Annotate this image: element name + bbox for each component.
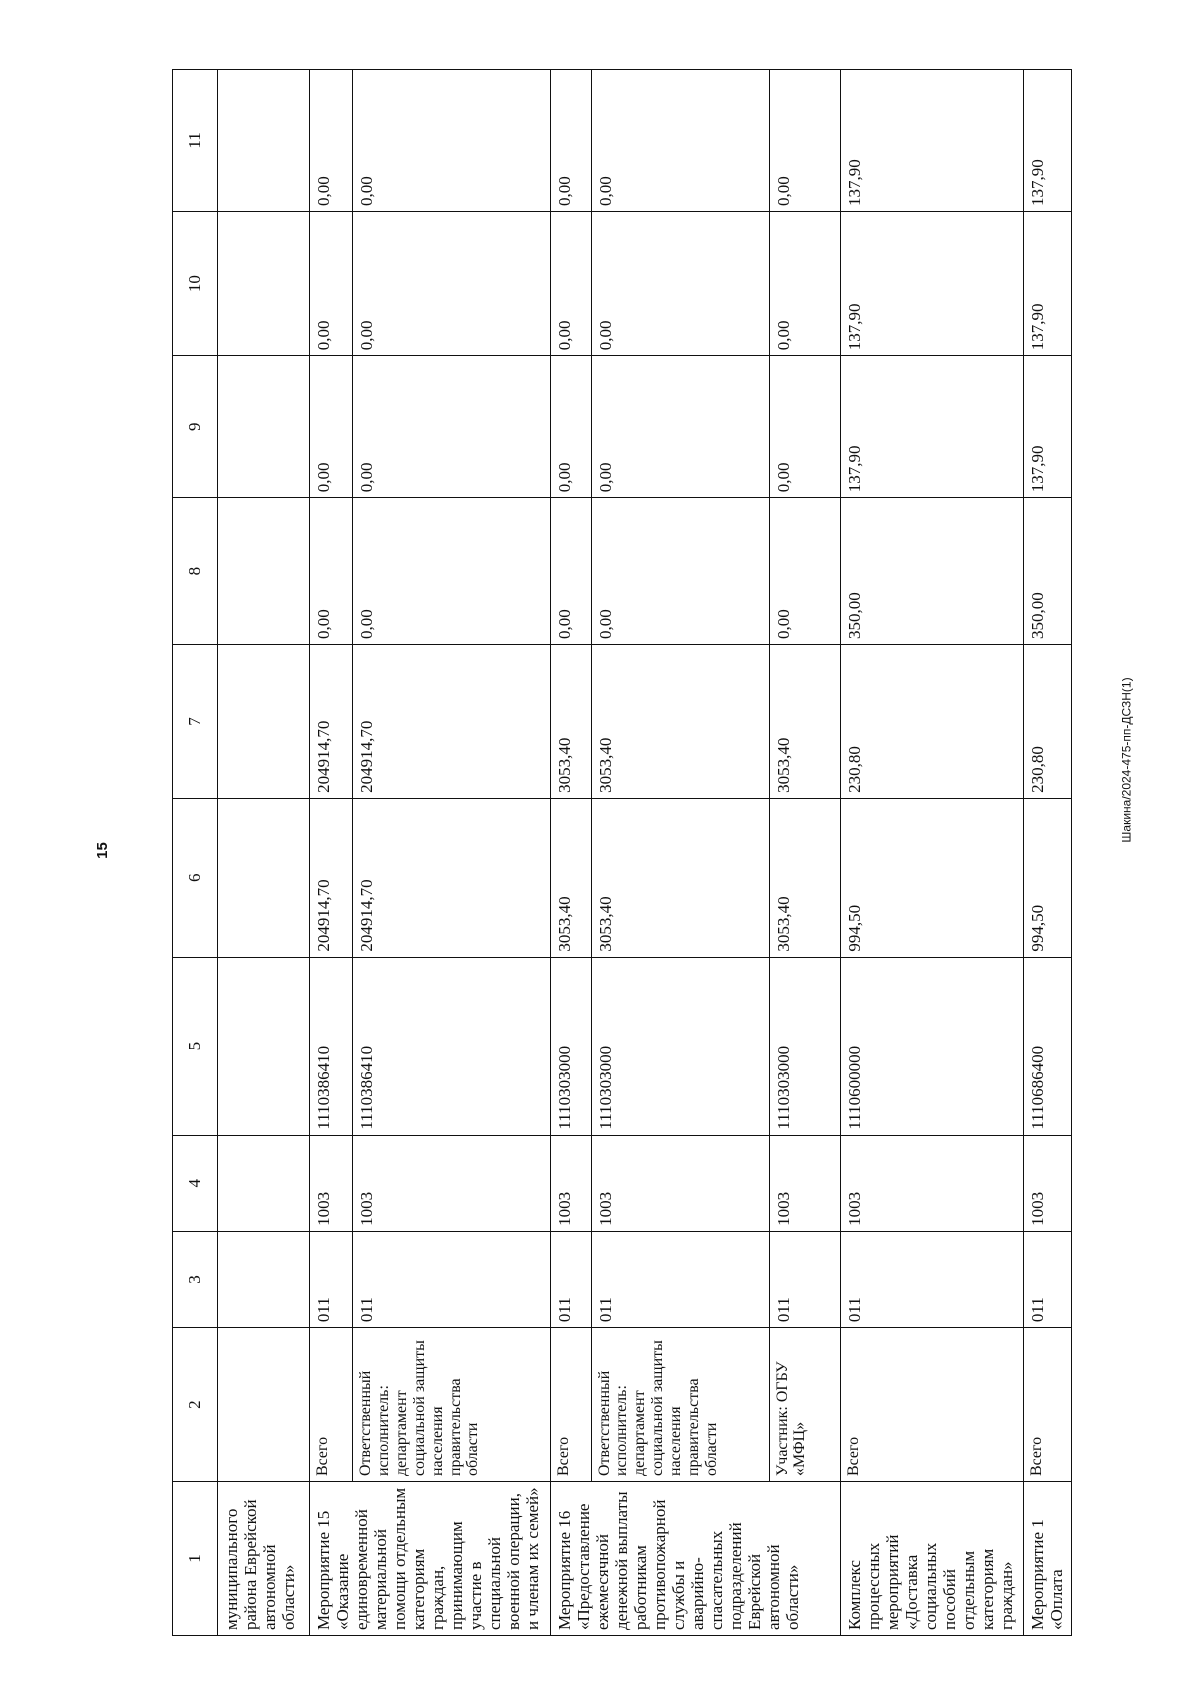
table-cell: 011 bbox=[840, 1231, 1023, 1327]
table-cell bbox=[218, 798, 310, 957]
header-cell: 3 bbox=[173, 1231, 218, 1327]
table-cell: 204914,70 bbox=[309, 798, 352, 957]
table-cell: 204914,70 bbox=[309, 644, 352, 798]
document-code bbox=[1112, 600, 1142, 920]
table-cell: 1110303000 bbox=[591, 957, 769, 1135]
table-cell: 0,00 bbox=[769, 356, 840, 498]
budget-table-container bbox=[172, 69, 1072, 1636]
header-cell: 6 bbox=[173, 798, 218, 957]
table-cell: 0,00 bbox=[550, 211, 591, 355]
table-cell: 0,00 bbox=[550, 70, 591, 212]
table-row bbox=[550, 70, 591, 1636]
table-cell: Всего bbox=[840, 1328, 1023, 1482]
table-cell: 1003 bbox=[1024, 1135, 1072, 1231]
header-cell: 7 bbox=[173, 644, 218, 798]
table-cell: 3053,40 bbox=[550, 798, 591, 957]
header-row bbox=[173, 70, 218, 1636]
table-cell: 1003 bbox=[309, 1135, 352, 1231]
table-row bbox=[353, 70, 551, 1636]
page-number bbox=[88, 825, 116, 875]
table-cell: 3053,40 bbox=[550, 644, 591, 798]
header-cell: 10 bbox=[173, 211, 218, 355]
table-cell: 1110600000 bbox=[840, 957, 1023, 1135]
table-cell: Мероприятие 16 «Предоставление ежемесячной денежной выплаты работникам противопожарной службы и аварийно-спасательных подразделений Еврейской автономной области» bbox=[550, 1482, 840, 1636]
table-cell: 011 bbox=[591, 1231, 769, 1327]
table-cell: Всего bbox=[550, 1328, 591, 1482]
table-cell: 0,00 bbox=[591, 498, 769, 645]
table-cell bbox=[218, 1328, 310, 1482]
page-number-text: 15 bbox=[93, 841, 111, 859]
table-cell: 011 bbox=[353, 1231, 551, 1327]
table-cell: 204914,70 bbox=[353, 798, 551, 957]
table-cell: Всего bbox=[309, 1328, 352, 1482]
table-cell: 0,00 bbox=[353, 498, 551, 645]
header-cell: 4 bbox=[173, 1135, 218, 1231]
table-cell: 0,00 bbox=[769, 70, 840, 212]
table-cell: 0,00 bbox=[550, 356, 591, 498]
table-cell: 0,00 bbox=[353, 70, 551, 212]
header-cell: 9 bbox=[173, 356, 218, 498]
table-cell: 0,00 bbox=[591, 70, 769, 212]
table-cell: Участник: ОГБУ «МФЦ» bbox=[769, 1328, 840, 1482]
table-cell: 0,00 bbox=[353, 356, 551, 498]
table-cell: 350,00 bbox=[840, 498, 1023, 645]
table-cell: 350,00 bbox=[1024, 498, 1072, 645]
table-cell: 1003 bbox=[591, 1135, 769, 1231]
table-cell bbox=[218, 1135, 310, 1231]
header-cell: 8 bbox=[173, 498, 218, 645]
table-cell: 3053,40 bbox=[591, 644, 769, 798]
table-cell: 0,00 bbox=[309, 70, 352, 212]
table-cell: 204914,70 bbox=[353, 644, 551, 798]
document-code-text: Шакина/2024-475-пп-ДСЗН(1) bbox=[1120, 677, 1135, 843]
table-cell: 0,00 bbox=[550, 498, 591, 645]
header-cell: 1 bbox=[173, 1482, 218, 1636]
table-row bbox=[591, 70, 769, 1636]
table-cell: 0,00 bbox=[353, 211, 551, 355]
table-cell: 1003 bbox=[769, 1135, 840, 1231]
table-cell bbox=[218, 70, 310, 212]
table-cell: 0,00 bbox=[769, 498, 840, 645]
table-cell: 011 bbox=[769, 1231, 840, 1327]
table-cell: 1110686400 bbox=[1024, 957, 1072, 1135]
table-cell: 1003 bbox=[353, 1135, 551, 1231]
table-row bbox=[309, 70, 352, 1636]
table-cell: Комплекс процессных мероприятий «Доставка социальных пособий отдельным категориям граждан» bbox=[840, 1482, 1023, 1636]
table-cell: 3053,40 bbox=[591, 798, 769, 957]
table-cell: муниципального района Еврейской автономной области» bbox=[218, 1482, 310, 1636]
table-cell: 0,00 bbox=[309, 211, 352, 355]
table-cell: 137,90 bbox=[840, 211, 1023, 355]
table-row bbox=[769, 70, 840, 1636]
table-cell: 137,90 bbox=[1024, 70, 1072, 212]
table-cell: Мероприятие 1 «Оплата bbox=[1024, 1482, 1072, 1636]
table-cell: 0,00 bbox=[591, 211, 769, 355]
table-cell bbox=[218, 1231, 310, 1327]
table-cell: 137,90 bbox=[840, 356, 1023, 498]
table-cell: 1003 bbox=[840, 1135, 1023, 1231]
table-cell: 994,50 bbox=[1024, 798, 1072, 957]
table-cell: 1110386410 bbox=[309, 957, 352, 1135]
header-cell: 2 bbox=[173, 1328, 218, 1482]
table-cell: 011 bbox=[550, 1231, 591, 1327]
table-cell: 137,90 bbox=[1024, 356, 1072, 498]
table-cell: 3053,40 bbox=[769, 644, 840, 798]
table-cell: 011 bbox=[1024, 1231, 1072, 1327]
table-row bbox=[1024, 70, 1072, 1636]
table-cell: Всего bbox=[1024, 1328, 1072, 1482]
table-cell: 0,00 bbox=[309, 498, 352, 645]
table-cell: 137,90 bbox=[840, 70, 1023, 212]
table-cell: 230,80 bbox=[840, 644, 1023, 798]
table-cell: 1110303000 bbox=[550, 957, 591, 1135]
table-cell bbox=[218, 211, 310, 355]
table-cell: 1110303000 bbox=[769, 957, 840, 1135]
table-cell: 0,00 bbox=[769, 211, 840, 355]
table-cell: 0,00 bbox=[309, 356, 352, 498]
table-row bbox=[218, 70, 310, 1636]
header-cell: 5 bbox=[173, 957, 218, 1135]
table-cell: 230,80 bbox=[1024, 644, 1072, 798]
budget-table bbox=[172, 69, 1072, 1636]
table-cell: 994,50 bbox=[840, 798, 1023, 957]
table-cell: 1003 bbox=[550, 1135, 591, 1231]
table-cell bbox=[218, 957, 310, 1135]
table-cell: 0,00 bbox=[591, 356, 769, 498]
table-cell: Ответственный исполнитель: департамент социальной защиты населения правительства области bbox=[353, 1328, 551, 1482]
table-cell bbox=[218, 498, 310, 645]
table-row bbox=[840, 70, 1023, 1636]
table-cell: 011 bbox=[309, 1231, 352, 1327]
table-cell: 137,90 bbox=[1024, 211, 1072, 355]
table-cell: 3053,40 bbox=[769, 798, 840, 957]
table-cell: Ответственный исполнитель: департамент социальной защиты населения правительства области bbox=[591, 1328, 769, 1482]
table-cell: 1110386410 bbox=[353, 957, 551, 1135]
table-cell bbox=[218, 356, 310, 498]
table-cell bbox=[218, 644, 310, 798]
table-cell: Мероприятие 15 «Оказание единовременной материальной помощи отдельным категориям граждан, принимающим участие в специальной военной операции, и членам их семей» bbox=[309, 1482, 550, 1636]
header-cell: 11 bbox=[173, 70, 218, 212]
